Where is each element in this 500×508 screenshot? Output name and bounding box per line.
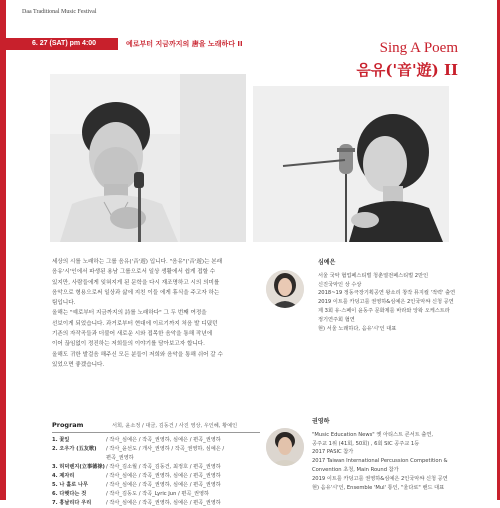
intro-line: 있었으면 좋겠습니다. bbox=[52, 361, 105, 368]
concert-subtitle: 예로부터 지금까지의 唐을 노래하다 II bbox=[126, 40, 243, 48]
bio-line: 신진국악인 상 수상 bbox=[318, 281, 362, 288]
program-credits: 서희, 윤소정 / 대금, 김동건 / 사진 영상, 우인혜, 황예인 bbox=[112, 423, 238, 429]
left-accent-bar bbox=[0, 0, 6, 500]
performer-photo-right bbox=[253, 86, 449, 242]
program-divider bbox=[52, 432, 260, 433]
bio-line: 2018~19 정동극장기획공연 왕소리 창작 뮤지컬 '적력' 출연 bbox=[318, 290, 456, 297]
program-list bbox=[52, 436, 262, 508]
program-item: 6. 다햇다는 것 / 작사_김동도 / 작곡_Lyric Jun / 편곡_권영하 bbox=[52, 491, 210, 497]
intro-line: 있지만, 사람들에게 잊혀지게 된 문학을 다시 재조명하고 시의 의미를 bbox=[52, 279, 220, 286]
intro-text bbox=[52, 257, 248, 370]
bio-line: "Music Education News" 옛 아티스트 콘서트 출연, bbox=[312, 431, 434, 438]
program-header bbox=[52, 421, 449, 431]
bio-line: 2019 이트를 카덩고를 권영하&심예은 2인국악쌰 신청 공연 bbox=[318, 299, 454, 306]
bio-line: 2019 이트를 카덩고를 권영하&심예은 2인국악쌰 신청 공연 bbox=[312, 475, 448, 482]
intro-line: 이어 끊임없이 정진하는 저희들의 이야기를 담아보고자 합니다. bbox=[52, 341, 205, 348]
program-item: 3. 허덕렌지(立事德祿)/ 작사_김소월 / 작곡_김동건, 최정호 / 편곡_권영하 bbox=[52, 464, 221, 470]
program-item: 5. 나 홀로 나무 / 작사_심예은 / 작곡_권영하, 심예은 / 편곡_권영하 bbox=[52, 482, 221, 488]
program-item: 7. 홍날리다 우리 / 작사_심예은 / 작곡_권영하, 심예은 / 편곡_권영하 bbox=[52, 500, 221, 506]
performer-photo-left bbox=[50, 74, 246, 242]
bio-line: 정기연주회 협연 bbox=[318, 316, 355, 323]
avatar-kwon-youngha bbox=[266, 428, 304, 466]
bio-shim-yeeun bbox=[318, 259, 458, 333]
program-item: 4. 제자리 / 작사_심예은 / 작곡_권영하, 심예은 / 편곡_권영하 bbox=[52, 473, 221, 479]
program-label: Program bbox=[52, 421, 84, 429]
title-korean: 음유('音'遊) II bbox=[356, 61, 458, 79]
bio-name: 심예은 bbox=[318, 259, 336, 266]
program-item: 편곡_권영하 bbox=[106, 455, 134, 461]
intro-line: 세상의 시를 노래하는 그룹 음유('音'遊) 입니다. "음유"('音'遊)는 본래 bbox=[52, 259, 223, 265]
intro-line: 팀입니다. bbox=[52, 300, 76, 307]
intro-line: 음유'시'인에서 파생된 용남 그룹으로서 일상 생활에서 쉽게 접할 수 bbox=[52, 269, 216, 276]
bio-line: 현) 음유'시'인, Ensemble 'Mul' 통인, "울다로" 밴드 대표 bbox=[312, 484, 445, 491]
program-item: 1. 꽃잎 / 작사_심예은 / 작곡_권영하, 심예은 / 편곡_권영하 bbox=[52, 437, 221, 443]
title-english: Sing A Poem bbox=[379, 40, 458, 56]
bio-line: 2017 Taiwan International Percussion Competition & bbox=[312, 458, 448, 465]
bio-line: 현) 서울 노래하다, 음유'시'인 대표 bbox=[318, 325, 397, 332]
festival-name: Daa Traditional Music Festival bbox=[22, 9, 97, 15]
avatar-shim-yeeun bbox=[266, 270, 304, 308]
intro-line: 올해도 귀한 발걸음 해주신 모든 분들이 저희와 음악을 통해 쉬어 갈 수 bbox=[52, 351, 223, 358]
bio-line: 2017 PASIC 참가 bbox=[312, 449, 354, 456]
bio-line: 서울 국악 협업페스티벌 청춘열전페스티벌 2만인 bbox=[318, 272, 429, 279]
intro-line: 음악으로 형용으로써 일상과 삶에 지친 이들 에게 휴식을 주고자 하는 bbox=[52, 289, 220, 296]
intro-line: 선보이게 되었습니다. 과거로부터 현대에 이르기까지 처음 발 디뎠던 bbox=[52, 320, 218, 327]
date-badge: 6. 27 (SAT) pm 4:00 bbox=[0, 38, 118, 50]
intro-line: 올해는 "예로부터 지금까지의 詩를 노래하다" 그 두 번째 여정을 bbox=[52, 310, 207, 317]
bio-line: 제 3회 유·스페이 윤동주 문화제를 바라와 앙왁 오케스트라 bbox=[318, 307, 450, 314]
intro-line: 기존의 자작곡들과 더불어 새로운 시와 접목한 음악을 통해 작년에 bbox=[52, 331, 213, 338]
program-item: 2. 오우가 (五友歌) / 작사_윤선도 / 개사_권영하 / 작곡_권영하, 심예은 / bbox=[52, 446, 225, 452]
bio-name: 권영하 bbox=[312, 418, 330, 425]
bio-line: 공주교 1위 (41회, 50회) , 6회 SIC 공주교 1등 bbox=[312, 440, 420, 447]
bio-line: Convention 초청, Main Round 참가 bbox=[312, 466, 399, 473]
